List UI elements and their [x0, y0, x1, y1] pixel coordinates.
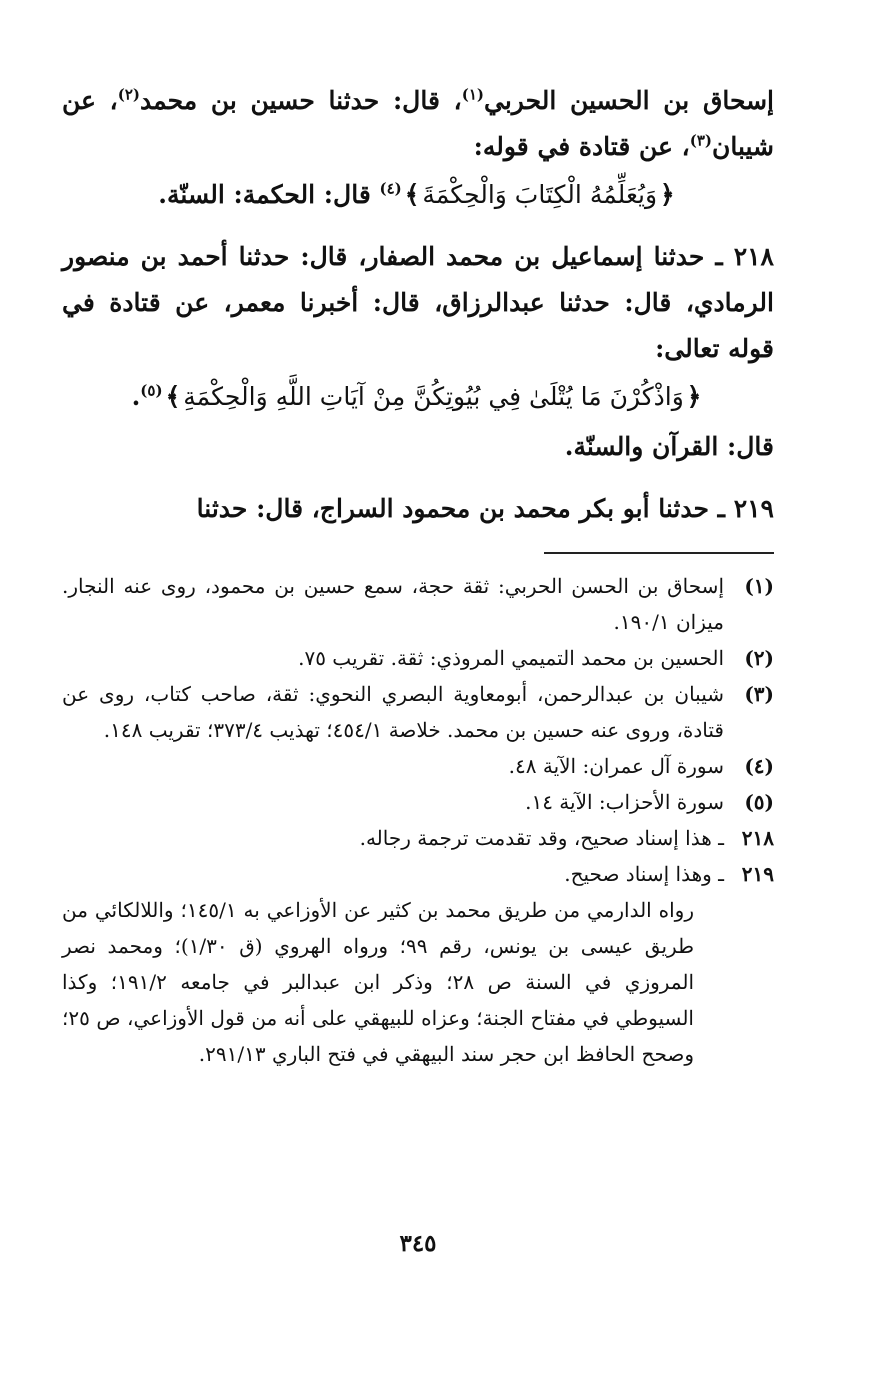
ornate-bracket-close: ﴾ [165, 382, 181, 411]
footnote-number: (٥) [744, 790, 774, 814]
footnote-item [62, 568, 774, 640]
footnote-ref-2: (٢) [117, 85, 141, 104]
footnote-number: (٣) [744, 682, 774, 706]
footnote-text: ـ وهذا إسناد صحيح. [564, 862, 724, 886]
paragraph-219: ٢١٩ ـ حدثنا أبو بكر محمد بن محمود السراج، قال: حدثنا [196, 494, 774, 523]
footnote-number: ٢١٨ [741, 826, 774, 850]
footnote-number: (١) [744, 574, 774, 598]
paragraph-1 [62, 78, 774, 170]
paragraph-1-text-b: ، قال: حدثنا حسين بن محمد [140, 86, 462, 115]
quote-1-explanation: قال: الحكمة: السنّة. [158, 180, 380, 209]
footnote-text: إسحاق بن الحسن الحربي: ثقة حجة، سمع حسين بن محمود، روى عنه النجار. ميزان ١٩٠/١. [62, 574, 724, 634]
footnote-item [62, 784, 774, 820]
footnote-text: شيبان بن عبدالرحمن، أبومعاوية البصري النحوي: ثقة، صاحب كتاب، روى عن قتادة، وروى عنه حسين بن محمد. خلاصة ٤٥٤/١؛ تهذيب ٣٧٣/٤؛ تقريب ١٤٨. [62, 682, 724, 742]
footnote-ref-4: (٤) [379, 179, 402, 198]
footnote-ref-5: (٥) [140, 381, 163, 400]
ornate-bracket-close: ﴾ [404, 180, 420, 209]
footnote-divider [544, 552, 774, 554]
paragraph-218: ٢١٨ ـ حدثنا إسماعيل بن محمد الصفار، قال: حدثنا أحمد بن منصور الرمادي، قال: حدثنا عبدالرزاق، قال: أخبرنا معمر، عن قتادة في قوله تعالى: [62, 242, 774, 363]
paragraph-1-text-c: ، عن شيبان [62, 86, 774, 161]
footnotes [62, 568, 774, 1072]
main-text [62, 78, 774, 532]
document-page [62, 78, 774, 1308]
footnote-item [62, 748, 774, 784]
footnote-item [62, 820, 774, 856]
ornate-bracket-open: ﴿ [660, 180, 675, 209]
footnote-text: ـ هذا إسناد صحيح، وقد تقدمت ترجمة رجاله. [359, 826, 724, 850]
quran-quote-2 [62, 374, 774, 420]
paragraph-1-text-a: إسحاق بن الحسين الحربي [483, 86, 775, 115]
footnote-text: سورة الأحزاب: الآية ١٤. [525, 790, 724, 814]
paragraph-answer: قال: القرآن والسنّة. [564, 432, 774, 461]
footnote-ref-3: (٣) [689, 131, 712, 150]
ornate-bracket-open: ﴿ [686, 382, 702, 411]
footnote-item [62, 856, 774, 892]
footnote-item [62, 676, 774, 748]
footnote-continuation: رواه الدارمي من طريق محمد بن كثير عن الأوزاعي به ١٤٥/١؛ واللالكائي من طريق عيسى بن يونس، رقم ٩٩؛ ورواه الهروي (ق ١/٣٠)؛ ومحمد نصر المروزي في السنة ص ٢٨؛ وذكر ابن عبدالبر في جامعه ١٩١/٢؛ وكذا السيوطي في مفتاح الجنة؛ وعزاه للبيهقي على أنه من قول الأوزاعي، ص ٢٥؛ وصحح الحافظ ابن حجر سند البيهقي في فتح الباري ٢٩١/١٣. [62, 898, 695, 1066]
footnote-text: الحسين بن محمد التميمي المروذي: ثقة. تقريب ٧٥. [298, 646, 724, 670]
footnote-item [62, 640, 774, 676]
quote-2-end: . [131, 382, 141, 411]
page-number: ٣٤٥ [399, 1230, 437, 1257]
quran-verse-2: وَاذْكُرْنَ مَا يُتْلَىٰ فِي بُيُوتِكُنَّ مِنْ آيَاتِ اللَّهِ وَالْحِكْمَةِ [183, 382, 684, 411]
footnote-number: ٢١٩ [741, 862, 774, 886]
footnote-text: سورة آل عمران: الآية ٤٨. [508, 754, 724, 778]
paragraph-1-text-d: ، عن قتادة في قوله: [473, 132, 690, 161]
footnote-number: (٤) [744, 754, 774, 778]
footnote-ref-1: (١) [461, 85, 484, 104]
footnote-number: (٢) [744, 646, 774, 670]
quran-quote-1 [62, 172, 774, 218]
quran-verse-1: وَيُعَلِّمُهُ الْكِتَابَ وَالْحِكْمَةَ [422, 180, 658, 209]
